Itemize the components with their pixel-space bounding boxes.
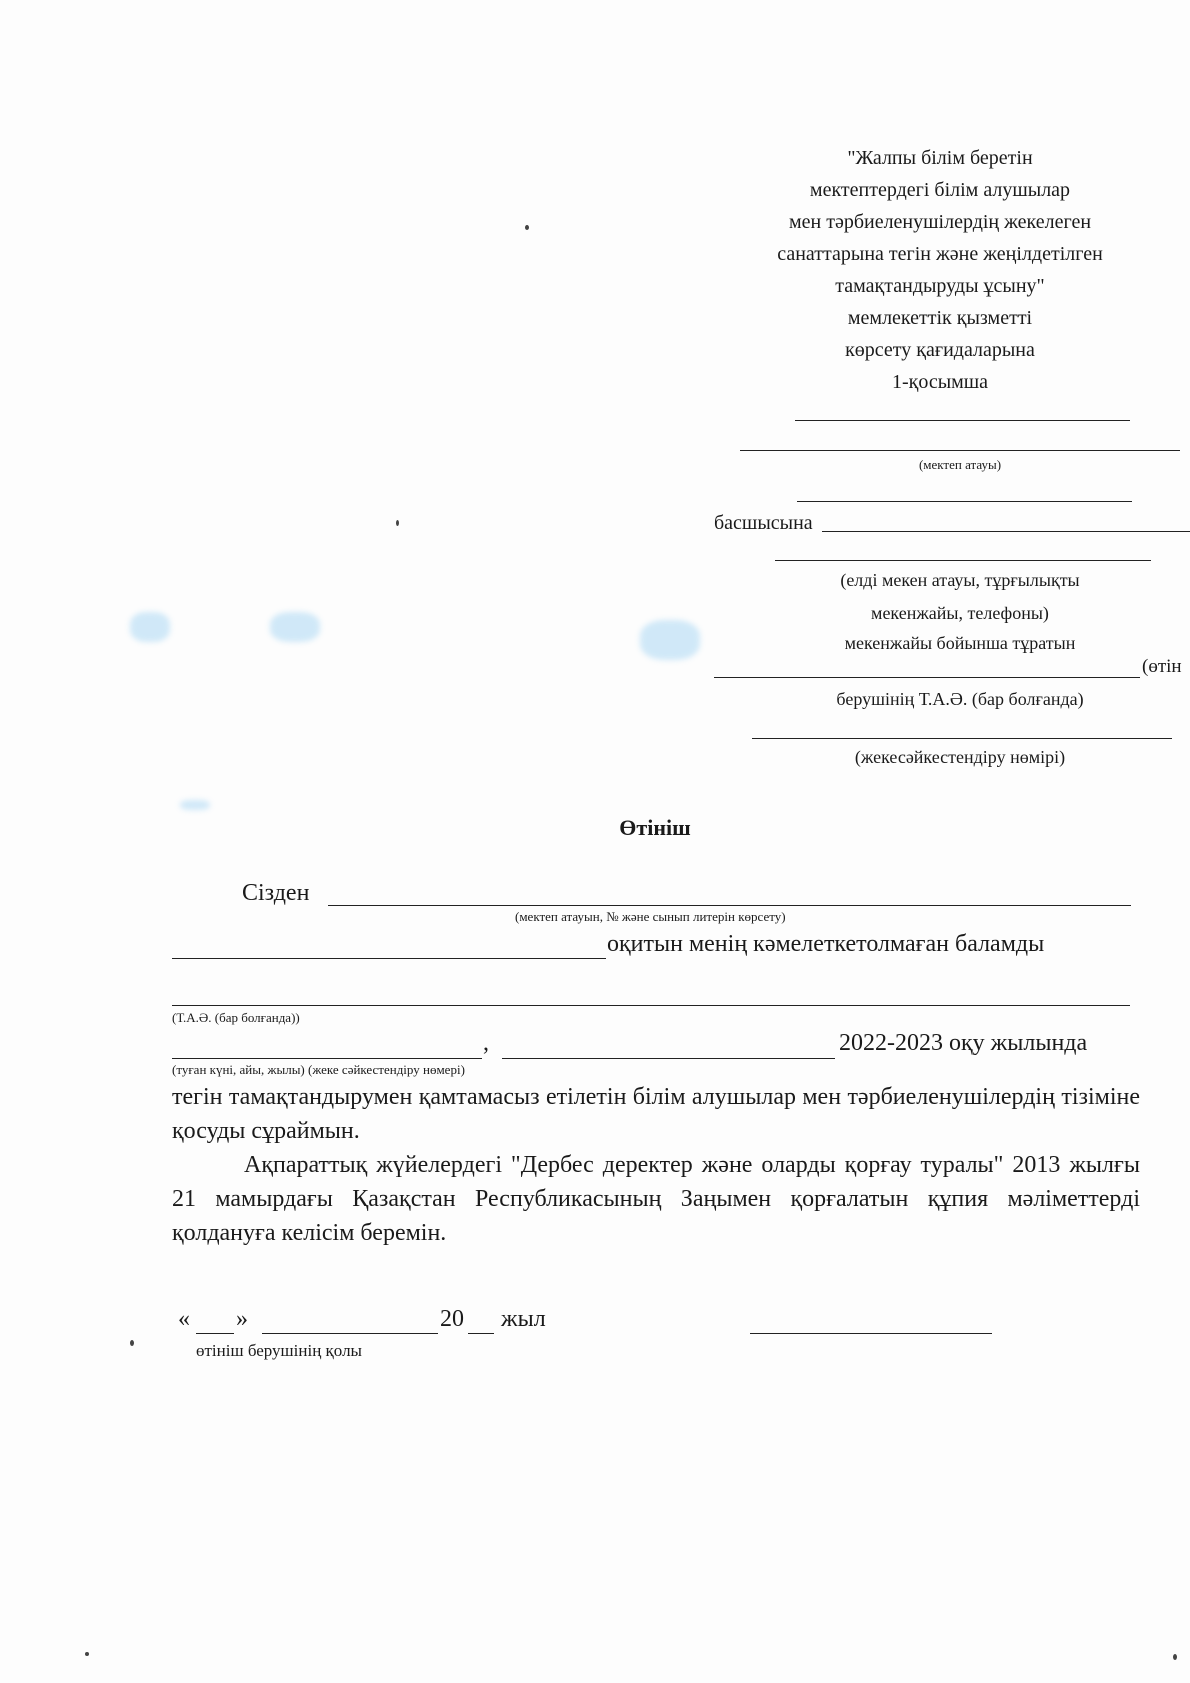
address-caption-3: мекенжайы бойынша тұратын bbox=[844, 633, 1076, 653]
studying-text: оқитын менің кәмелеткетолмаған баламды bbox=[607, 931, 1045, 957]
iin-line[interactable] bbox=[752, 738, 1172, 739]
address-line[interactable] bbox=[775, 560, 1151, 561]
header-line: тамақтандыруды ұсыну" bbox=[835, 275, 1045, 297]
header-line: мен тәрбиеленушілердің жекелеген bbox=[788, 211, 1092, 233]
day-line[interactable] bbox=[196, 1333, 234, 1334]
document-title: Өтініш bbox=[619, 815, 691, 840]
school-caption: (мектеп атауы) bbox=[918, 457, 1002, 472]
child-name-line[interactable] bbox=[172, 1005, 1130, 1006]
header-line: санаттарына тегін және жеңілдетілген bbox=[777, 243, 1103, 265]
scan-stain bbox=[640, 620, 700, 660]
header-line: 1-қосымша bbox=[891, 371, 989, 393]
year-suffix: жыл bbox=[501, 1306, 546, 1332]
school-name-line[interactable] bbox=[740, 450, 1180, 451]
scan-speck bbox=[85, 1652, 89, 1656]
scan-stain bbox=[180, 800, 210, 810]
header-line: мемлекеттік қызметті bbox=[847, 307, 1033, 329]
iin-fill-line[interactable] bbox=[502, 1058, 835, 1059]
applicant-name-line[interactable] bbox=[714, 677, 1140, 678]
dob-caption: (туған күні, айы, жылы) (жеке сәйкестендіру нөмері) bbox=[172, 1062, 465, 1077]
scan-speck bbox=[396, 520, 399, 526]
comma: , bbox=[483, 1030, 489, 1056]
header-line: мектептердегі білім алушылар bbox=[809, 179, 1071, 201]
quote-close: » bbox=[236, 1306, 248, 1332]
iin-caption: (жекесәйкестендіру нөмірі) bbox=[854, 747, 1066, 767]
child-name-caption: (Т.А.Ә. (бар болғанда)) bbox=[172, 1010, 300, 1025]
school-fill-line[interactable] bbox=[328, 905, 1131, 906]
year-prefix: 20 bbox=[440, 1306, 464, 1332]
year-line[interactable] bbox=[468, 1333, 494, 1334]
year-text: 2022-2023 оқу жылында bbox=[839, 1030, 1088, 1056]
scan-stain bbox=[130, 612, 170, 642]
grade-fill-line[interactable] bbox=[172, 958, 606, 959]
blank-line[interactable] bbox=[797, 501, 1132, 502]
director-label: басшысына bbox=[714, 512, 813, 534]
address-caption-2: мекенжайы, телефоны) bbox=[871, 603, 1049, 623]
month-line[interactable] bbox=[262, 1333, 438, 1334]
scan-speck bbox=[1173, 1654, 1177, 1660]
scan-speck bbox=[525, 225, 529, 230]
applicant-caption: берушінің Т.А.Ә. (бар болғанда) bbox=[836, 689, 1084, 709]
applicant-suffix: (өтін bbox=[1142, 656, 1182, 677]
signature-line[interactable] bbox=[750, 1333, 992, 1334]
director-line[interactable] bbox=[822, 531, 1190, 532]
scan-speck bbox=[130, 1340, 134, 1346]
school-fill-caption: (мектеп атауын, № және сынып литерін көрсету) bbox=[515, 909, 786, 924]
from-label: Сізден bbox=[242, 880, 310, 906]
header-block bbox=[700, 142, 1180, 398]
consent-paragraph: Ақпараттық жүйелердегі "Дербес деректер және оларды қорғау туралы" 2013 жылғы 21 мамырдағы Қазақстан Республикасының Заңымен қорғалатын құпия мәліметтерді қолдануға келісім беремін. bbox=[172, 1152, 1140, 1246]
blank-line[interactable] bbox=[795, 420, 1130, 421]
dob-line[interactable] bbox=[172, 1058, 482, 1059]
signature-caption: өтініш берушінің қолы bbox=[196, 1341, 362, 1360]
request-paragraph: тегін тамақтандырумен қамтамасыз етілетін білім алушылар мен тәрбиеленушілердің тізіміне қосуды сұраймын. bbox=[172, 1084, 1140, 1144]
header-line: "Жалпы білім беретін bbox=[847, 147, 1033, 169]
quote-open: « bbox=[178, 1306, 190, 1332]
address-caption-1: (елді мекен атауы, тұрғылықты bbox=[840, 570, 1080, 590]
scan-stain bbox=[270, 612, 320, 642]
header-line: көрсету қағидаларына bbox=[845, 339, 1035, 361]
